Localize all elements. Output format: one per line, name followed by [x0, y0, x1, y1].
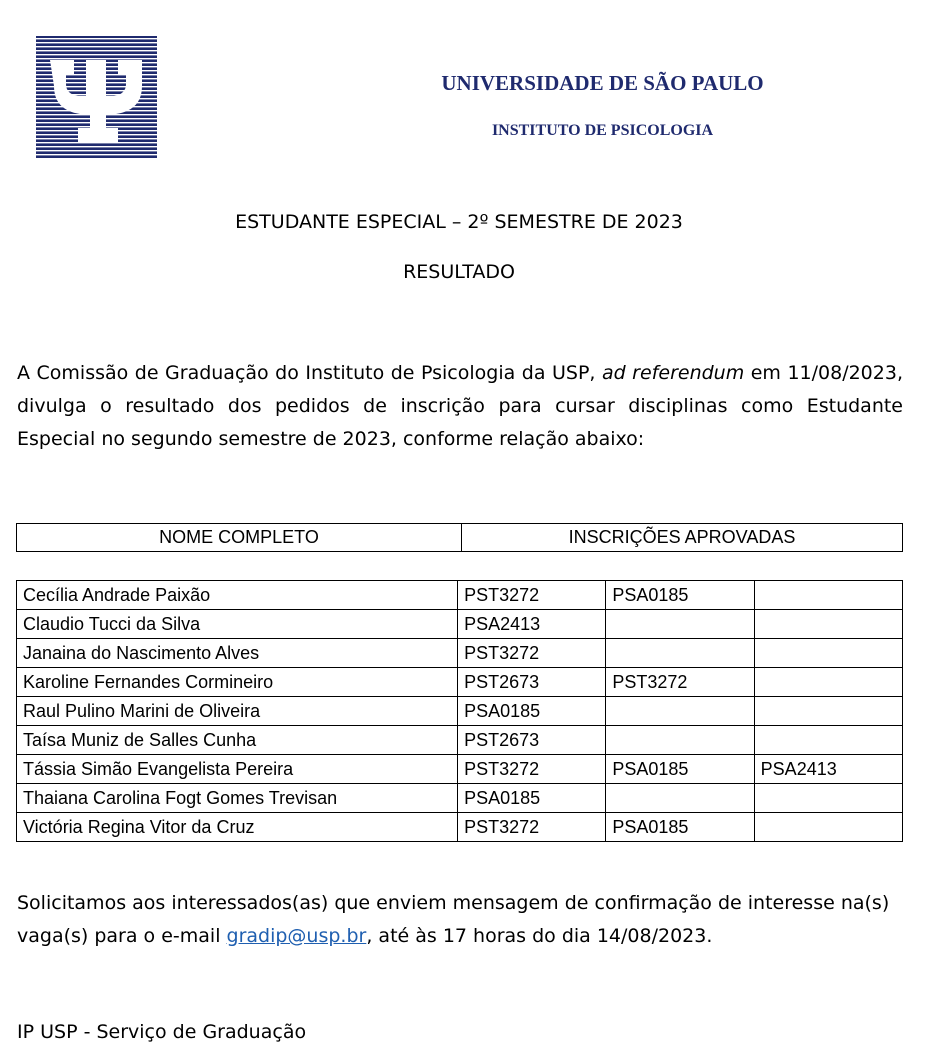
- approved-course-code: [606, 639, 754, 668]
- intro-italic: ad referendum: [601, 362, 745, 384]
- results-table-header: [16, 523, 903, 552]
- student-name: Claudio Tucci da Silva: [17, 610, 458, 639]
- student-name: Janaina do Nascimento Alves: [17, 639, 458, 668]
- student-name: Karoline Fernandes Cormineiro: [17, 668, 458, 697]
- intro-paragraph: [17, 357, 903, 456]
- intro-text-1: A Comissão de Graduação do Instituto de Psicologia da USP,: [17, 362, 602, 384]
- approved-course-code: [754, 639, 902, 668]
- approved-course-code: [606, 726, 754, 755]
- institute-logo: [36, 36, 157, 158]
- table-row: [17, 755, 903, 784]
- approved-course-code: [606, 784, 754, 813]
- approved-course-code: PSA2413: [754, 755, 902, 784]
- column-header-name: NOME COMPLETO: [17, 524, 462, 552]
- table-row: [17, 668, 903, 697]
- closing-paragraph: [17, 887, 903, 953]
- approved-course-code: [754, 726, 902, 755]
- student-name: Thaiana Carolina Fogt Gomes Trevisan: [17, 784, 458, 813]
- table-row: [17, 581, 903, 610]
- table-row: [17, 639, 903, 668]
- approved-course-code: [606, 610, 754, 639]
- student-name: Tássia Simão Evangelista Pereira: [17, 755, 458, 784]
- approved-course-code: PST3272: [606, 668, 754, 697]
- intro-text-2: em 11/08/2023, divulga o resultado dos pedidos de inscrição para cursar disciplinas como Estudante Especial no segundo semestre de 2023, conforme relação abaixo:: [17, 362, 903, 450]
- approved-course-code: PSA0185: [458, 784, 606, 813]
- closing-text-1: Solicitamos aos interessados(as) que enviem mensagem de confirmação de interesse na(s) vaga(s) para o e-mail: [17, 892, 890, 947]
- approved-course-code: PST2673: [458, 726, 606, 755]
- closing-text-2: , até às 17 horas do dia 14/08/2023.: [366, 925, 713, 947]
- table-row: [17, 813, 903, 842]
- student-name: Cecília Andrade Paixão: [17, 581, 458, 610]
- table-row: [17, 784, 903, 813]
- email-link[interactable]: gradip@usp.br: [226, 925, 367, 947]
- results-table: [16, 580, 903, 842]
- approved-course-code: PST3272: [458, 639, 606, 668]
- approved-course-code: [754, 813, 902, 842]
- approved-course-code: PSA0185: [606, 755, 754, 784]
- table-row: [17, 697, 903, 726]
- document-title: ESTUDANTE ESPECIAL – 2º SEMESTRE DE 2023: [235, 211, 683, 233]
- footer-signature: IP USP - Serviço de Graduação: [17, 1021, 307, 1043]
- approved-course-code: PSA0185: [458, 697, 606, 726]
- institute-name: INSTITUTO DE PSICOLOGIA: [491, 122, 714, 139]
- approved-course-code: [754, 697, 902, 726]
- approved-course-code: PSA0185: [606, 813, 754, 842]
- approved-course-code: PSA2413: [458, 610, 606, 639]
- table-row: [17, 610, 903, 639]
- table-row: [17, 726, 903, 755]
- approved-course-code: [754, 784, 902, 813]
- document-subtitle: RESULTADO: [403, 261, 515, 283]
- approved-course-code: [754, 668, 902, 697]
- student-name: Raul Pulino Marini de Oliveira: [17, 697, 458, 726]
- approved-course-code: PST2673: [458, 668, 606, 697]
- approved-course-code: PST3272: [458, 581, 606, 610]
- approved-course-code: [754, 610, 902, 639]
- approved-course-code: [606, 697, 754, 726]
- approved-course-code: [754, 581, 902, 610]
- column-header-approved: INSCRIÇÕES APROVADAS: [462, 524, 903, 552]
- student-name: Taísa Muniz de Salles Cunha: [17, 726, 458, 755]
- approved-course-code: PST3272: [458, 813, 606, 842]
- university-name: UNIVERSIDADE DE SÃO PAULO: [441, 71, 764, 95]
- results-table-body: [17, 581, 903, 842]
- approved-course-code: PSA0185: [606, 581, 754, 610]
- student-name: Victória Regina Vitor da Cruz: [17, 813, 458, 842]
- approved-course-code: PST3272: [458, 755, 606, 784]
